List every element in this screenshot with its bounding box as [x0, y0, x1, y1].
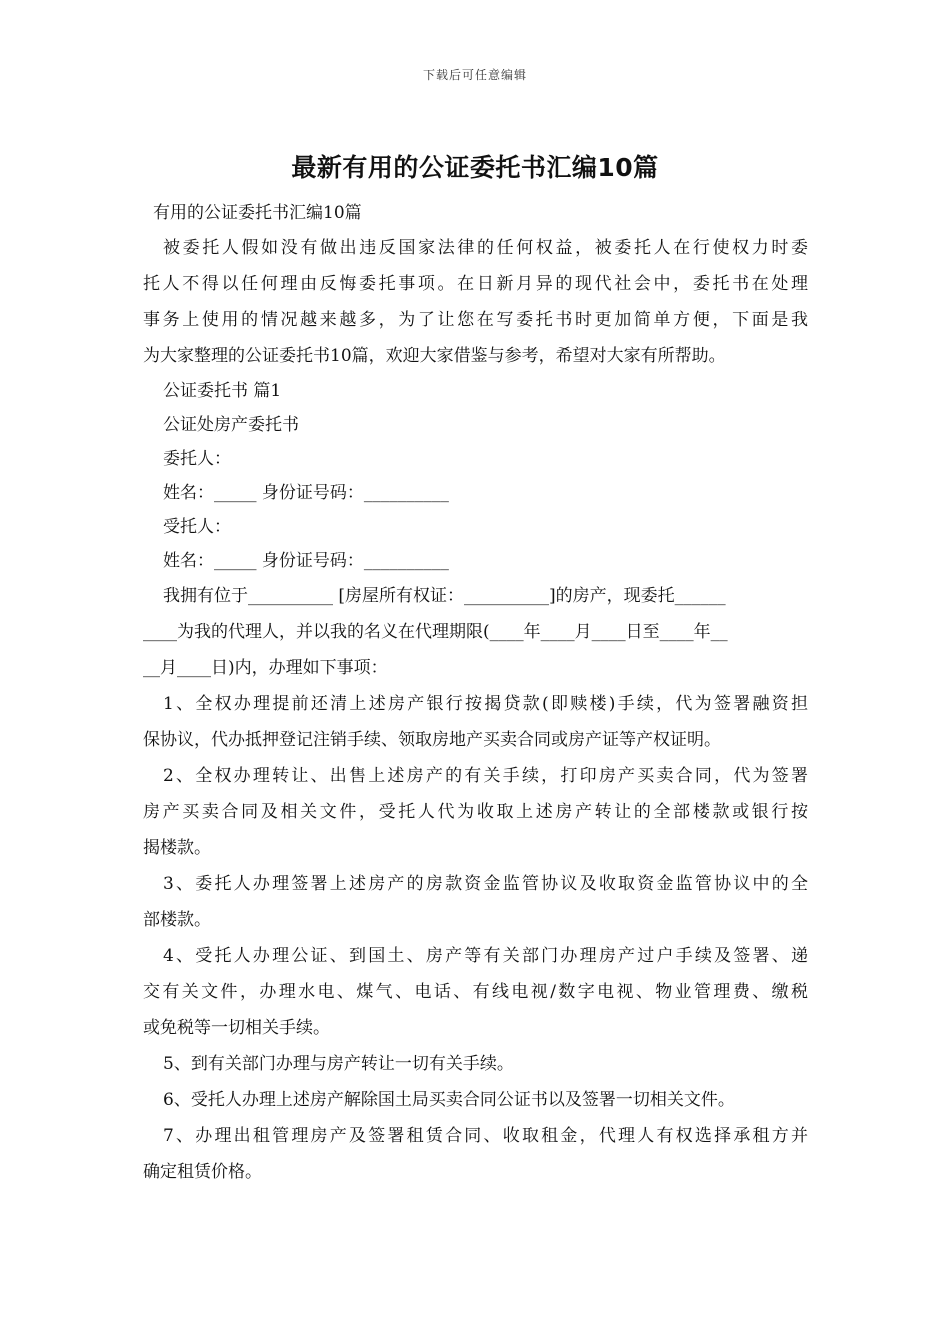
list-item — [143, 1118, 808, 1190]
list-item — [143, 1046, 808, 1082]
item-line: 5、到有关部门办理与房产转让一切有关手续。 — [163, 1054, 514, 1074]
list-item — [143, 686, 808, 758]
agent-label: 受托人： — [163, 517, 231, 537]
intro-paragraph — [143, 230, 808, 374]
item-line: 6、受托人办理上述房产解除国土局买卖合同公证书以及签署一切相关文件。 — [163, 1090, 735, 1110]
property-line: __月____日)内，办理如下事项： — [143, 658, 388, 678]
form-title: 公证处房产委托书 — [163, 415, 299, 435]
item-line: 确定租赁价格。 — [143, 1162, 262, 1182]
intro-line: 托人不得以任何理由反悔委托事项。在日新月异的现代社会中，委托书在处理 — [143, 274, 808, 294]
item-list — [143, 686, 808, 1190]
intro-line: 被委托人假如没有做出违反国家法律的任何权益，被委托人在行使权力时委 — [163, 238, 808, 258]
property-line: 我拥有位于__________ [房屋所有权证：__________]的房产，现委托______ — [163, 586, 726, 606]
item-line: 保协议，代办抵押登记注销手续、领取房地产买卖合同或房产证等产权证明。 — [143, 730, 721, 750]
principal-fields: 姓名：_____ 身份证号码：__________ — [163, 483, 449, 503]
item-line: 2、全权办理转让、出售上述房产的有关手续，打印房产买卖合同，代为签署 — [163, 766, 808, 786]
document-subtitle: 有用的公证委托书汇编10篇 — [153, 203, 362, 223]
item-line: 7、办理出租管理房产及签署租赁合同、收取租金，代理人有权选择承租方并 — [163, 1126, 808, 1146]
agent-fields: 姓名：_____ 身份证号码：__________ — [163, 551, 449, 571]
list-item — [143, 866, 808, 938]
intro-line: 为大家整理的公证委托书10篇，欢迎大家借鉴与参考，希望对大家有所帮助。 — [143, 346, 726, 366]
document-title: 最新有用的公证委托书汇编10篇 — [291, 153, 659, 182]
item-line: 3、委托人办理签署上述房产的房款资金监管协议及收取资金监管协议中的全 — [163, 874, 808, 894]
section-heading: 公证委托书 篇1 — [163, 381, 282, 401]
document-body — [143, 196, 808, 1190]
item-line: 1、全权办理提前还清上述房产银行按揭贷款(即赎楼)手续，代为签署融资担 — [163, 694, 808, 714]
list-item — [143, 758, 808, 866]
intro-line: 事务上使用的情况越来越多，为了让您在写委托书时更加简单方便，下面是我 — [143, 310, 808, 330]
item-line: 交有关文件，办理水电、煤气、电话、有线电视/数字电视、物业管理费、缴税 — [143, 982, 808, 1002]
item-line: 4、受托人办理公证、到国土、房产等有关部门办理房产过户手续及签署、递 — [163, 946, 808, 966]
item-line: 揭楼款。 — [143, 838, 211, 858]
property-line: ____为我的代理人，并以我的名义在代理期限(____年____月____日至____年__ — [143, 622, 728, 642]
item-line: 房产买卖合同及相关文件，受托人代为收取上述房产转让的全部楼款或银行按 — [143, 802, 808, 822]
principal-label: 委托人： — [163, 449, 231, 469]
list-item — [143, 938, 808, 1046]
page-header-note: 下载后可任意编辑 — [422, 68, 527, 82]
property-paragraph — [143, 578, 808, 686]
item-line: 或免税等一切相关手续。 — [143, 1018, 330, 1038]
list-item — [143, 1082, 808, 1118]
item-line: 部楼款。 — [143, 910, 211, 930]
